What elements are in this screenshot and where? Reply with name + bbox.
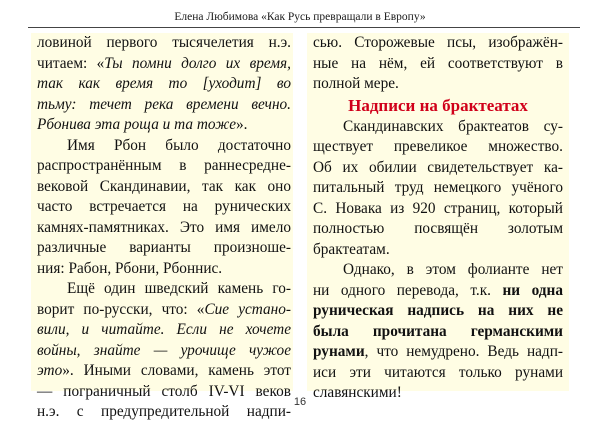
text-line: брактеатам. <box>313 240 390 258</box>
right-column <box>307 33 569 401</box>
text-line: Об их обилии свидетельствует ка- <box>313 158 563 176</box>
text-line: распространённым в раннесредне- <box>37 157 291 174</box>
text-line: полной мере. <box>313 75 399 92</box>
text-line: руническая надпись на них не <box>313 302 563 319</box>
text-line: н.э. с предупредительной надпи- <box>37 403 291 420</box>
text-line: иси эти читаются только рунами <box>313 363 563 381</box>
text-line: ществует превеликое множество. <box>313 138 563 155</box>
left-column <box>31 33 293 420</box>
header-rule <box>28 27 580 28</box>
text-line: это». Иными словами, камень этот <box>37 362 291 379</box>
text-line: Ещё один шведский камень го- <box>67 280 291 297</box>
text-line: камнях-памятниках. Это имя имело <box>37 218 291 236</box>
text-line: — пограничный столб IV-VI веков <box>37 382 291 400</box>
text-line: Рбонива эта роща и та тоже». <box>37 116 248 133</box>
text-line: читаем: «Ты помни долго их время, <box>37 54 291 72</box>
text-line: питальный труд немецкого учёного <box>313 179 563 196</box>
text-line: ные на нём, ей соответствуют в <box>313 54 563 72</box>
text-line: С. Новака из 920 страниц, который <box>313 199 563 217</box>
text-line: полностью посвящён золотым <box>313 220 563 237</box>
text-line: Скандинавских брактеатов су- <box>343 117 563 135</box>
text-line: Имя Рбон было достаточно <box>67 136 291 154</box>
text-line: ловиной первого тысячелетия н.э. <box>37 34 291 51</box>
running-head: Елена Любимова «Как Русь превращали в Европу» <box>174 11 426 23</box>
text-line: так как время то [уходит] во <box>37 75 291 92</box>
text-line: тьму: течет река времени вечно. <box>37 95 291 113</box>
text-line: славянскими! <box>313 384 402 401</box>
page-number: 16 <box>293 396 307 408</box>
text-line: была прочитана германскими <box>313 322 563 340</box>
text-line: вековой Скандинавии, так как оно <box>37 177 291 195</box>
text-line: вили, и читайте. Если не хочете <box>37 321 291 338</box>
text-line: рунами, что немудрено. Ведь надп- <box>313 343 563 360</box>
text-line: войны, знайте — урочище чужое <box>37 341 291 359</box>
text-line: ворит по-русски, что: «Сие устано- <box>37 300 291 318</box>
text-line: ния: Рабон, Рбони, Рбоннис. <box>37 259 223 277</box>
text-line: различные варианты произноше- <box>37 239 291 256</box>
text-line: часто встречается на рунических <box>37 198 291 215</box>
text-line: ни одного перевода, т.к. ни одна <box>313 281 563 299</box>
text-line: сью. Сторожевые псы, изображён- <box>313 34 563 51</box>
section-heading: Надписи на брактеатах <box>348 95 528 115</box>
text-line: Однако, в этом фолианте нет <box>343 261 563 278</box>
